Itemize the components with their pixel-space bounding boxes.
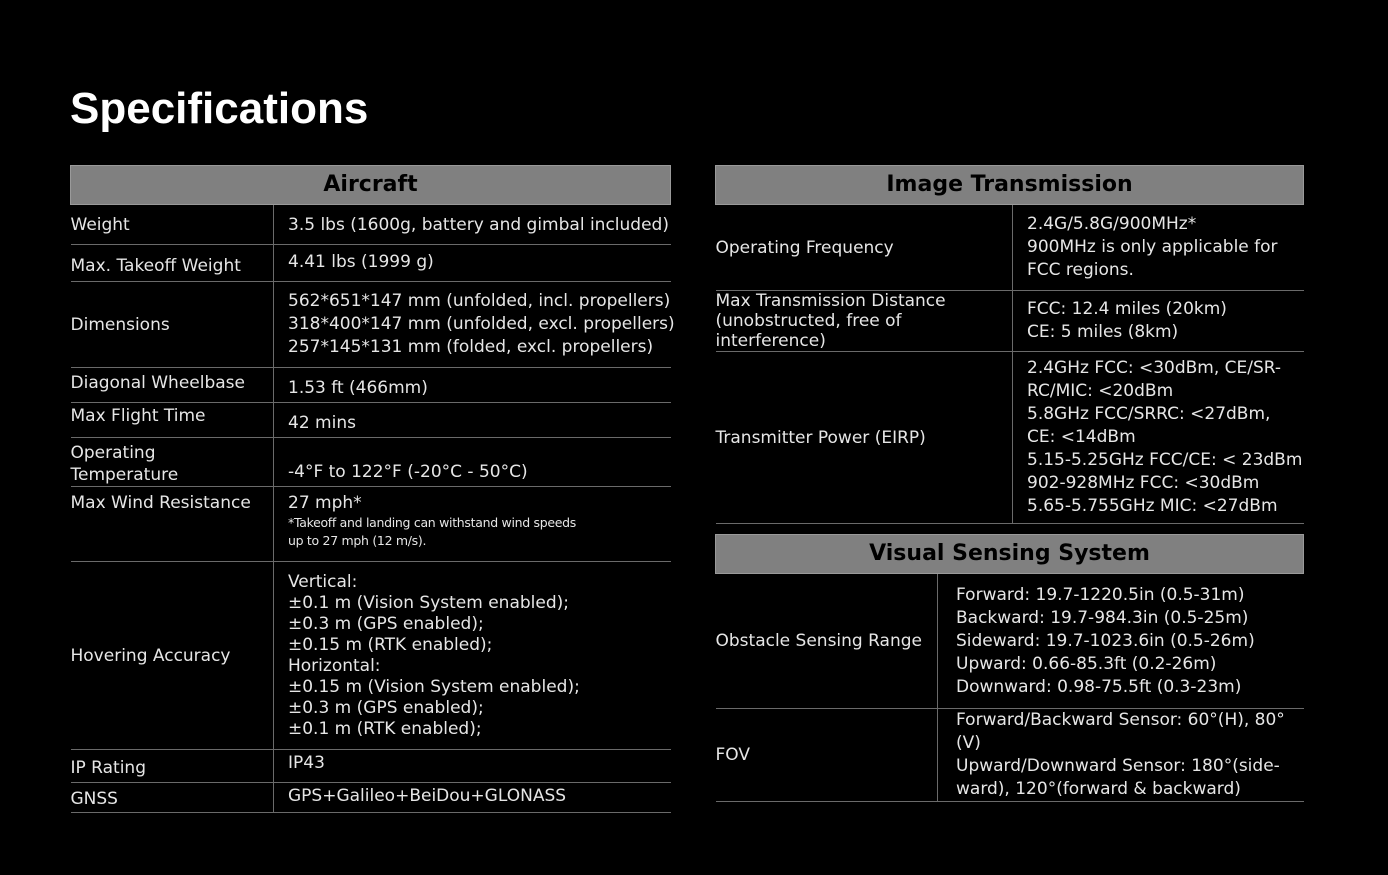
spec-value: 27 mph* *Takeoff and landing can withstand wind speeds up to 27 mph (12 m/s). — [274, 487, 671, 562]
spec-value: 2.4G/5.8G/900MHz* 900MHz is only applicable for FCC regions. — [1013, 205, 1304, 291]
spec-row-max-transmission-distance — [716, 291, 1304, 352]
spec-row-transmitter-power — [716, 352, 1304, 524]
spec-row-obstacle-sensing-range — [716, 574, 1304, 709]
spec-label: Max. Takeoff Weight — [71, 245, 274, 282]
visual-sensing-spec-table — [715, 534, 1304, 802]
spec-label: Dimensions — [71, 282, 274, 368]
spec-value: 42 mins — [274, 403, 671, 438]
spec-label: Max Wind Resistance — [71, 487, 274, 562]
spec-value: 2.4GHz FCC: <30dBm, CE/SR-RC/MIC: <20dBm 5.8GHz FCC/SRRC: <27dBm, CE: <14dBm 5.15-5.25GHz FCC/CE: < 23dBm 902-928MHz FCC: <30dBm 5.65-5.755GHz MIC: <27dBm — [1013, 352, 1304, 524]
spec-label: Operating Temperature — [71, 438, 274, 487]
spec-value: GPS+Galileo+BeiDou+GLONASS — [274, 783, 671, 813]
spec-value: 3.5 lbs (1600g, battery and gimbal included) — [274, 205, 671, 245]
spec-label: GNSS — [71, 783, 274, 813]
spec-value: 4.41 lbs (1999 g) — [274, 245, 671, 282]
spec-value: Forward: 19.7-1220.5in (0.5-31m) Backward: 19.7-984.3in (0.5-25m) Sideward: 19.7-1023.6in (0.5-26m) Upward: 0.66-85.3ft (0.2-26m) Downward: 0.98-75.5ft (0.3-23m) — [938, 574, 1304, 709]
spec-row-operating-frequency — [716, 205, 1304, 291]
spec-row-gnss — [71, 783, 671, 813]
spec-label: IP Rating — [71, 750, 274, 783]
spec-label: Hovering Accuracy — [71, 562, 274, 750]
spec-row-max-flight-time — [71, 403, 671, 438]
spec-label: Max Transmission Distance (unobstructed, free of interference) — [716, 291, 1013, 352]
spec-label: Weight — [71, 205, 274, 245]
wind-note: *Takeoff and landing can withstand wind speeds up to 27 mph (12 m/s). — [288, 515, 577, 548]
page-title: Specifications — [70, 84, 369, 133]
spec-row-ip-rating — [71, 750, 671, 783]
spec-row-diagonal-wheelbase — [71, 368, 671, 403]
aircraft-spec-table — [70, 165, 675, 813]
image-transmission-heading: Image Transmission — [716, 166, 1304, 205]
spec-row-max-wind-resistance — [71, 487, 671, 562]
spec-row-fov — [716, 709, 1304, 802]
spec-label: Max Flight Time — [71, 403, 274, 438]
spec-value: IP43 — [274, 750, 671, 783]
visual-sensing-heading: Visual Sensing System — [716, 535, 1304, 574]
spec-label: FOV — [716, 709, 938, 802]
spec-value: Forward/Backward Sensor: 60°(H), 80°(V) Upward/Downward Sensor: 180°(side-ward), 120°(forward & backward) — [938, 709, 1304, 802]
image-transmission-spec-table — [715, 165, 1304, 524]
spec-row-weight — [71, 205, 671, 245]
spec-row-hovering-accuracy — [71, 562, 671, 750]
spec-row-dimensions — [71, 282, 671, 368]
spec-label: Transmitter Power (EIRP) — [716, 352, 1013, 524]
spec-label: Diagonal Wheelbase — [71, 368, 274, 403]
spec-value: 562*651*147 mm (unfolded, incl. propellers) 318*400*147 mm (unfolded, excl. propellers) 257*145*131 mm (folded, excl. propellers) — [274, 282, 671, 368]
spec-label: Obstacle Sensing Range — [716, 574, 938, 709]
spec-row-max-takeoff-weight — [71, 245, 671, 282]
spec-value: -4°F to 122°F (-20°C - 50°C) — [274, 438, 671, 487]
spec-value: FCC: 12.4 miles (20km) CE: 5 miles (8km) — [1013, 291, 1304, 352]
spec-row-operating-temperature — [71, 438, 671, 487]
spec-value: 1.53 ft (466mm) — [274, 368, 671, 403]
spec-value: Vertical: ±0.1 m (Vision System enabled); ±0.3 m (GPS enabled); ±0.15 m (RTK enabled); Horizontal: ±0.15 m (Vision System enabled); ±0.3 m (GPS enabled); ±0.1 m (RTK enabled); — [274, 562, 671, 750]
aircraft-heading: Aircraft — [71, 166, 671, 205]
spec-label: Operating Frequency — [716, 205, 1013, 291]
